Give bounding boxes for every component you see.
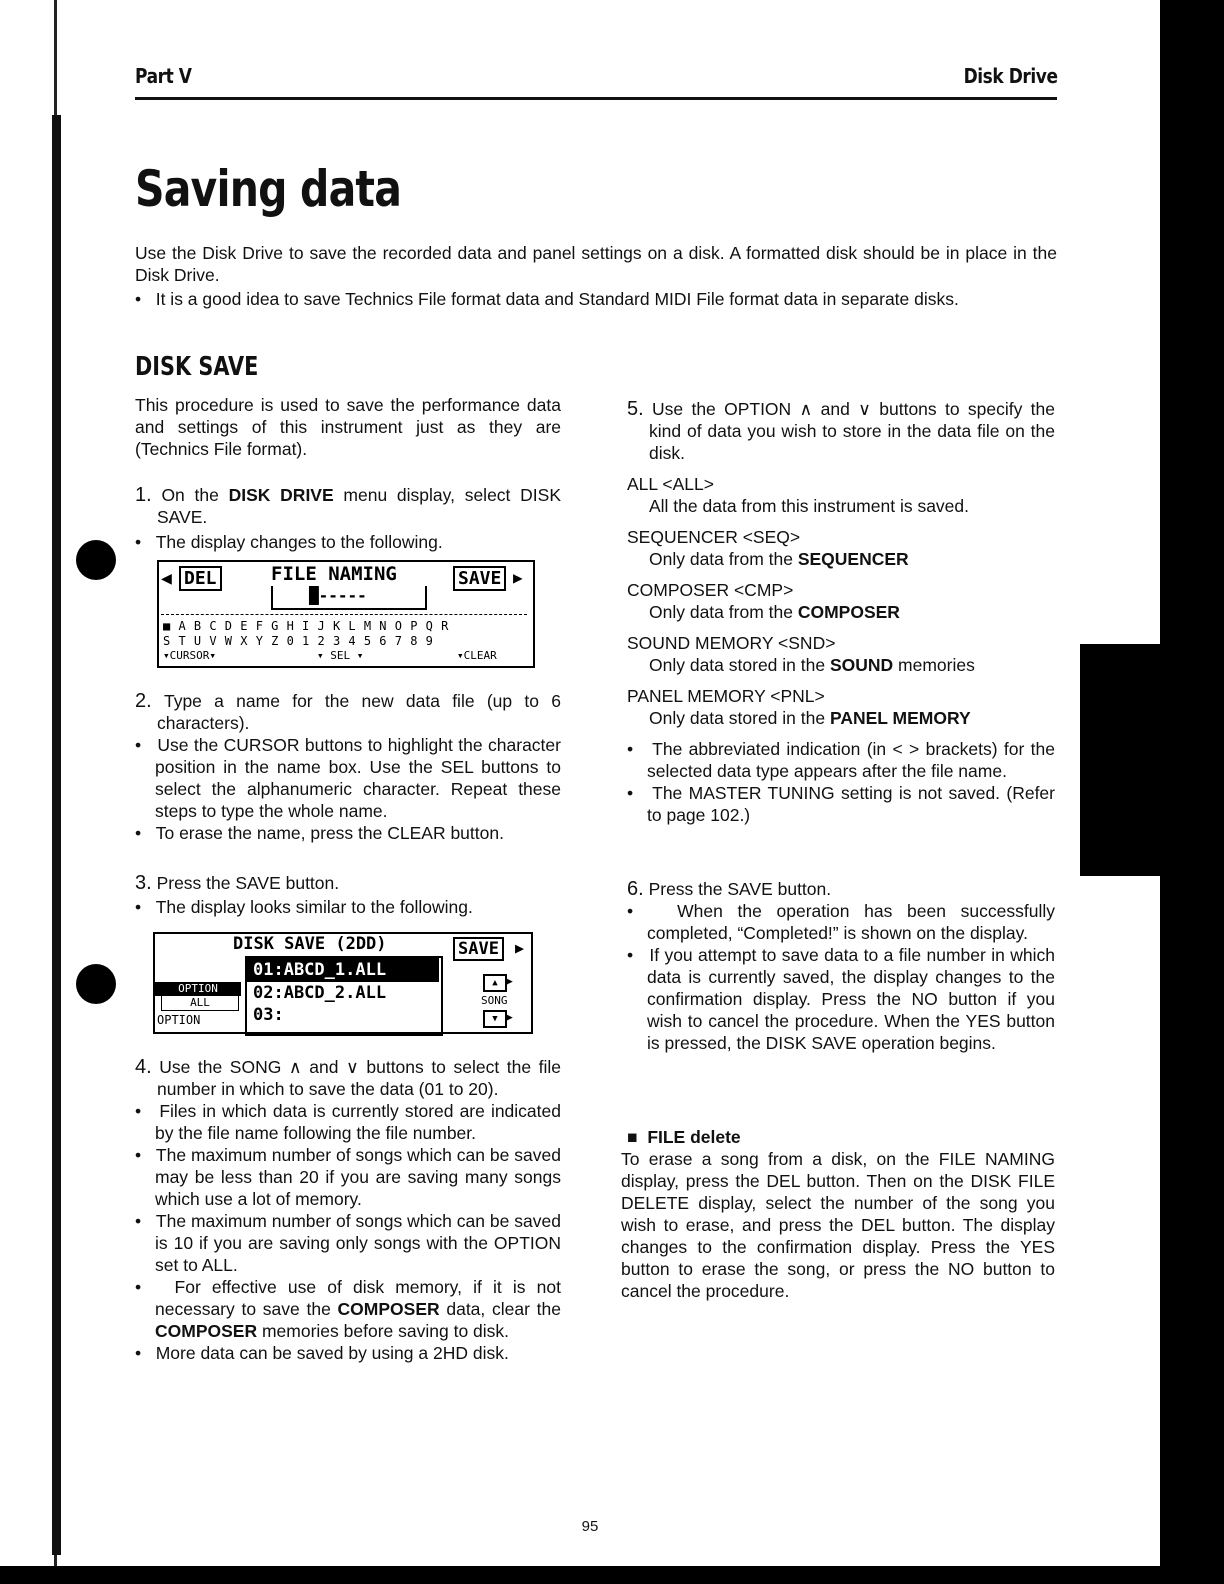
left-lead [135, 394, 561, 460]
step3-bullet: The display looks similar to the following. [155, 897, 473, 917]
lcd2-title: DISK SAVE (2DD) [233, 934, 387, 954]
file-row-2[interactable]: 02:ABCD_2.ALL [253, 983, 387, 1003]
song-down-button[interactable]: ▼ [483, 1010, 507, 1028]
step1-bullet: The display changes to the following. [155, 532, 443, 552]
step6-text: Press the SAVE button. [648, 879, 832, 899]
right-arrow-icon: ▶ [513, 568, 523, 587]
step4-bullet4-bold1: COMPOSER [337, 1299, 440, 1319]
step1-post: menu display, select DISK SAVE. [157, 485, 562, 527]
step5-bullet1: The abbreviated indication (in < > brackets) for the selected data type appears after the file name. [647, 739, 1055, 781]
step-3: 3. Press the SAVE button. • The display looks similar to the following. [135, 872, 473, 917]
save-button-2[interactable]: SAVE [453, 937, 504, 961]
opt-snd-desc: Only data stored in the [649, 655, 830, 675]
name-box[interactable] [271, 586, 427, 610]
clear-button[interactable]: ▾CLEAR [457, 649, 497, 662]
header-part: Part V [135, 64, 192, 88]
opt-seq-desc: Only data from the [649, 549, 798, 569]
binder-hole-1 [76, 540, 116, 580]
opt-pnl-heading: PANEL MEMORY <PNL> [627, 686, 825, 706]
header-chapter: Disk Drive [964, 64, 1058, 88]
square-bullet-icon: ■ [627, 1127, 638, 1147]
header-rule [135, 97, 1057, 100]
step1-pre: On the [161, 485, 229, 505]
scan-edge-bottom [0, 1566, 1224, 1584]
opt-cmp-heading: COMPOSER <CMP> [627, 580, 794, 600]
step4-bullet3: The maximum number of songs which can be saved is 10 if you are saving only songs with the OPTION set to ALL. [155, 1211, 561, 1275]
step6-bullet2: If you attempt to save data to a file number in which data is currently saved, the display changes to the confirmation display. Press the NO button if you wish to cancel the procedure. When the YES button is pressed, the DISK SAVE operation begins. [647, 945, 1055, 1053]
opt-pnl-desc: Only data stored in the [649, 708, 830, 728]
step4-bullet4-pre: For effective use of disk memory, if it is not necessary to save the [155, 1277, 561, 1319]
step5-text: Use the OPTION ∧ and ∨ buttons to specify the kind of data you wish to store in the data file on the disk. [649, 399, 1055, 463]
step4-bullet4-mid: data, clear the [439, 1299, 561, 1319]
cursor-button[interactable]: ▾CURSOR▾ [163, 649, 216, 662]
step4-bullet4-post: memories before saving to disk. [257, 1321, 510, 1341]
step-2: 2. Type a name for the new data file (up to 6 characters). • Use the CURSOR buttons to highlight the character position in the name box. Use the SEL buttons to select the alphanumeric character. Repeat these steps to type the whole name. • To erase the name, press the CLEAR button. [135, 690, 561, 843]
file-delete-text: To erase a song from a disk, on the FILE NAMING display, press the DEL button. Then on the DISK FILE DELETE display, select the number of the song you wish to erase, and press the DEL button. The display changes to the confirmation display. Press the YES button to erase the song, or press the NO button to cancel the procedure. [621, 1149, 1055, 1301]
intro-bullet: • It is a good idea to save Technics File format data and Standard MIDI File format data in separate disks. [135, 289, 959, 309]
step4-text: Use the SONG ∧ and ∨ buttons to select the file number in which to save the data (01 to 20). [157, 1057, 561, 1099]
left-arrow-icon: ◀ [161, 568, 172, 589]
opt-seq-bold: SEQUENCER [797, 549, 909, 569]
section-tab-label: Practical applications [1056, 650, 1073, 823]
option-button[interactable]: OPTION [157, 1013, 201, 1027]
song-down-arrow-icon: ▶ [505, 1010, 513, 1025]
step-1: 1. On the DISK DRIVE menu display, select DISK SAVE. • The display changes to the following. [135, 484, 562, 552]
option-label: OPTION [155, 982, 241, 996]
step6-bullet1: When the operation has been successfully completed, “Completed!” is shown on the display. [647, 901, 1055, 943]
opt-pnl-bold: PANEL MEMORY [829, 708, 971, 728]
section-title: DISK SAVE [135, 352, 259, 382]
char-row-1: ■ A B C D E F G H I J K L M N O P Q R [163, 619, 449, 633]
step1-bold: DISK DRIVE [228, 485, 334, 505]
opt-all-desc: All the data from this instrument is saved. [649, 496, 969, 516]
scan-edge-right [1160, 0, 1224, 1584]
song-up-button[interactable]: ▲ [483, 974, 507, 992]
file-row-3[interactable]: 03: [253, 1005, 284, 1025]
file-delete [621, 1126, 1055, 1302]
name-box-value: █----- [309, 586, 367, 605]
scan-edge-left-thick [52, 115, 61, 1555]
step4-bullet5: More data can be saved by using a 2HD disk. [155, 1343, 509, 1363]
song-up-arrow-icon: ▶ [505, 974, 513, 989]
step4-bullet1: Files in which data is currently stored are indicated by the file name following the file number. [155, 1101, 561, 1143]
lcd1-title: FILE NAMING [271, 563, 397, 585]
binder-hole-2 [76, 964, 116, 1004]
step2-text: Type a name for the new data file (up to 6 characters). [157, 691, 561, 733]
step2-bullet1: Use the CURSOR buttons to highlight the character position in the name box. Use the SEL buttons to select the alphanumeric character. Repeat these steps to type the whole name. [155, 735, 561, 821]
opt-snd-bold: SOUND [829, 655, 894, 675]
section-tab [1080, 644, 1160, 876]
file-row-selected[interactable]: 01:ABCD_1.ALL [247, 958, 439, 982]
opt-snd-tail: memories [893, 655, 975, 675]
step5-bullet2: The MASTER TUNING setting is not saved. (Refer to page 102.) [647, 783, 1055, 825]
step4-bullet2: The maximum number of songs which can be saved may be less than 20 if you are saving many songs which use a lot of memory. [155, 1145, 561, 1209]
intro-paragraph: Use the Disk Drive to save the recorded data and panel settings on a disk. A formatted disk should be in place in the Disk Drive. [135, 243, 1057, 285]
lcd-file-naming [157, 560, 535, 668]
page-title: Saving data [135, 160, 402, 218]
opt-snd-heading: SOUND MEMORY <SND> [627, 633, 836, 653]
lead-text: This procedure is used to save the performance data and settings of this instrument just as they are (Technics File format). [135, 395, 561, 459]
save-button[interactable]: SAVE [453, 566, 506, 591]
lcd-disk-save [153, 932, 533, 1034]
step3-text: Press the SAVE button. [156, 873, 340, 893]
step-4: 4. Use the SONG ∧ and ∨ buttons to select the file number in which to save the data (01 to 20). • Files in which data is currently stored are indicated by the file name following the file number. • The maximum number of songs which can be saved may be less than 20 if you are saving many songs which use a lot of memory. • The maximum number of songs which can be saved is 10 if you are saving only songs with the OPTION set to ALL. • For effective use of disk memory, if it is not necessary to save the COMPOSER data, clear the COMPOSER memories before saving to disk. • More data can be saved by using a 2HD disk. [135, 1056, 561, 1363]
opt-cmp-bold: COMPOSER [797, 602, 900, 622]
sel-button[interactable]: ▾ SEL ▾ [317, 649, 364, 662]
file-delete-heading: FILE delete [647, 1127, 741, 1147]
step-5: 5. Use the OPTION ∧ and ∨ buttons to specify the kind of data you wish to store in the data file on the disk. ALL <ALL> All the data from this instrument is saved. SEQUENCER <SEQ> Only data from the SEQUENCER COMPOSER <CMP> Only data from the COMPOSER SOUND MEMORY <SND> Only data stored in the SOUND memories PANEL MEMORY <PNL> Only data stored in the PANEL MEMORY • The abbreviated indication (in < > brackets) for the selected data type appears after the file name. • The MASTER TUNING setting is not saved. (Refer to page 102.) [627, 398, 1055, 825]
step4-bullet4-bold2: COMPOSER [155, 1321, 258, 1341]
intro-bullet-text: It is a good idea to save Technics File format data and Standard MIDI File format data in separate disks. [155, 289, 959, 309]
step-6: 6. Press the SAVE button. • When the operation has been successfully completed, “Completed!” is shown on the display. • If you attempt to save data to a file number in which data is currently saved, the display changes to the confirmation display. Press the NO button if you wish to cancel the procedure. When the YES button is pressed, the DISK SAVE operation begins. [627, 878, 1055, 1053]
char-row-2: S T U V W X Y Z 0 1 2 3 4 5 6 7 8 9 [163, 634, 434, 648]
opt-cmp-desc: Only data from the [649, 602, 798, 622]
lcd1-divider [161, 614, 527, 616]
option-value: ALL [161, 996, 239, 1011]
opt-all-heading: ALL <ALL> [627, 474, 714, 494]
opt-seq-heading: SEQUENCER <SEQ> [627, 527, 801, 547]
page-number: 95 [581, 1518, 599, 1535]
del-button[interactable]: DEL [179, 566, 222, 591]
intro [135, 242, 1057, 310]
step2-bullet2: To erase the name, press the CLEAR button. [155, 823, 504, 843]
song-label: SONG [481, 994, 508, 1007]
save-arrow-icon: ▶ [515, 939, 525, 957]
